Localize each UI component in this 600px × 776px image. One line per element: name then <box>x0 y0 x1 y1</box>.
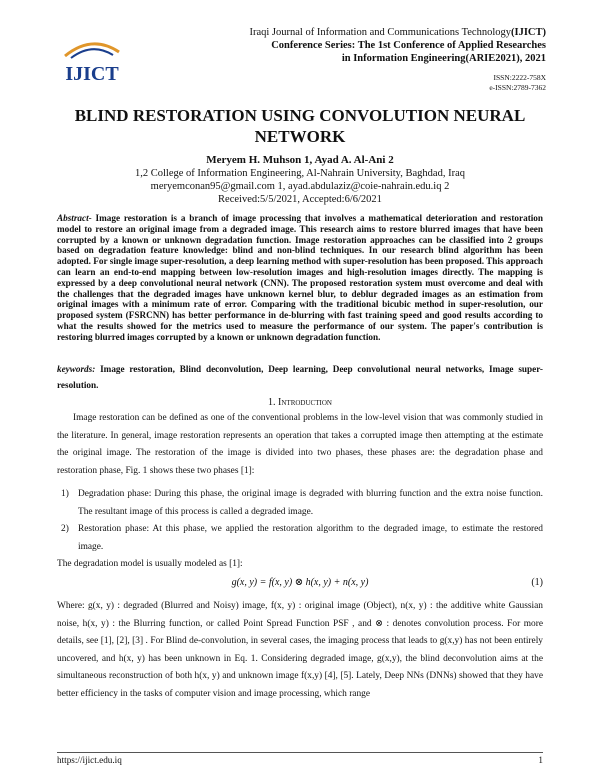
keywords-label: keywords: <box>57 364 96 374</box>
issn-print: ISSN:2222-758X <box>493 73 546 82</box>
intro-paragraph: Image restoration can be defined as one of the conventional problems in the low-level vision that was commonly studied in the literature. In general, image restoration represents an operation that takes a corrupted image then attempting at the estimate the original image. The restoration of the image is divided into two phases, these phases are: the degradation phase and restoration phase, Fig. 1 shows these two phases [1]: <box>57 413 543 476</box>
logo-arc-inner <box>71 49 113 58</box>
abstract-label: Abstract- <box>57 213 92 223</box>
affiliation: 1,2 College of Information Engineering, Al-Nahrain University, Baghdad, Iraq <box>135 168 465 179</box>
journal-logo <box>57 38 127 88</box>
page-number: 1 <box>538 755 543 765</box>
abstract <box>57 213 543 343</box>
degradation-intro: The degradation model is usually modeled as [1]: <box>57 559 243 569</box>
dates: Received:5/5/2021, Accepted:6/6/2021 <box>218 194 382 205</box>
affiliation-block <box>0 167 600 206</box>
equation-formula: g(x, y) = f(x, y) ⊗ h(x, y) + n(x, y) <box>231 577 369 588</box>
paper-title <box>0 105 600 147</box>
conference-line-2: in Information Engineering(ARIE2021), 2021 <box>341 53 546 64</box>
issn-online: e-ISSN:2789-7362 <box>489 82 546 92</box>
journal-logo-graphic <box>57 38 127 88</box>
journal-name-line <box>249 26 546 39</box>
list-item <box>57 486 543 521</box>
logo-text: IJICT <box>65 63 119 85</box>
list-item <box>57 521 543 556</box>
section-title: Introduction <box>278 397 332 408</box>
journal-abbrev: (IJICT) <box>510 27 546 38</box>
emails: meryemconan95@gmail.com 1, ayad.abdulaziz@coie-nahrain.edu.iq 2 <box>150 181 450 192</box>
journal-name: Iraqi Journal of Information and Communications Technology <box>249 27 511 38</box>
keywords <box>57 361 543 393</box>
issn-block <box>489 73 546 92</box>
title-line-1: BLIND RESTORATION USING CONVOLUTION NEURAL <box>74 106 526 125</box>
authors: Meryem H. Muhson 1, Ayad A. Al-Ani 2 <box>206 154 394 166</box>
conference-line: Conference Series: The 1st Conference of Applied Researches <box>271 40 546 51</box>
list-item-text: Degradation phase: During this phase, the original image is degraded with blurring function and the extra noise function. The resultant image of this process is called a degraded image. <box>78 489 543 517</box>
list-item-number: 1) <box>61 489 69 499</box>
list-item-number: 2) <box>61 524 69 534</box>
footer-rule <box>57 752 543 753</box>
title-line-2: NETWORK <box>254 127 346 146</box>
section-number: 1. <box>268 397 276 408</box>
footer-url[interactable]: https://ijict.edu.iq <box>57 755 122 765</box>
keywords-text: Image restoration, Blind deconvolution, Deep learning, Deep convolutional neural networks, Image super-resolution. <box>57 364 543 390</box>
section-heading <box>0 397 600 408</box>
equation-1 <box>57 577 543 588</box>
abstract-text: Image restoration is a branch of image processing that involves a mathematical deterioration and restoration model to restore an original image from a degraded image. This research aims to restore blurred images that have been corrupted by a known or unknown degradation function. Image restoration approaches can be classified into 2 groups based on degradation feature knowledge: blind and non-blind techniques. In our research blind algorithm has been adopted. For single image super-resolution, a deep learning method with super-resolution has been proposed. This approach can learn an end-to-end mapping between low-resolution images and high-resolution images directly. The mapping is expressed by a deep convolutional neural network (CNN). The proposed restoration system must overcome and deal with the challenges that the degraded images have unknown kernel blur, to deblur degraded images as an estimation from original images with a minimum rate of error. Comparing with the traditional bicubic method in super-resolution, our proposed system (FSRCNN) has better performance in de-blurring with fast training speed and good results according to what the results showed for the metrics used to measure the performance of our system. The paper's contribution is restoring blurred images corrupted by a known or unknown degradation function. <box>57 213 544 342</box>
journal-header <box>249 26 546 65</box>
where-paragraph: Where: g(x, y) : degraded (Blurred and Noisy) image, f(x, y) : original image (Object), n(x, y) : the additive white Gaussian noise, h(x, y) : the Blurring function, or called Point Spread Function PSF , and ⊗ : denotes convolution process. For more details, see [1], [2], [3] . For Blind de-convolution, in several cases, the imaging process that leads to g(x,y) has not been entirely uncovered, and h(x, y) has been unknown in Eq. 1. Considering degraded image, g(x,y), the blind deconvolution aims at the simultaneous reconstruction of both h(x, y) and unknown image f(x,y) [4], [5]. Lately, Deep NNs (DNNs) showed that they have better efficiency in the tasks of computer vision and image processing, which range <box>57 601 543 699</box>
equation-number: (1) <box>531 577 543 588</box>
list-item-text: Restoration phase: At this phase, we applied the restoration algorithm to the degraded image, to estimate the restored image. <box>78 524 543 552</box>
